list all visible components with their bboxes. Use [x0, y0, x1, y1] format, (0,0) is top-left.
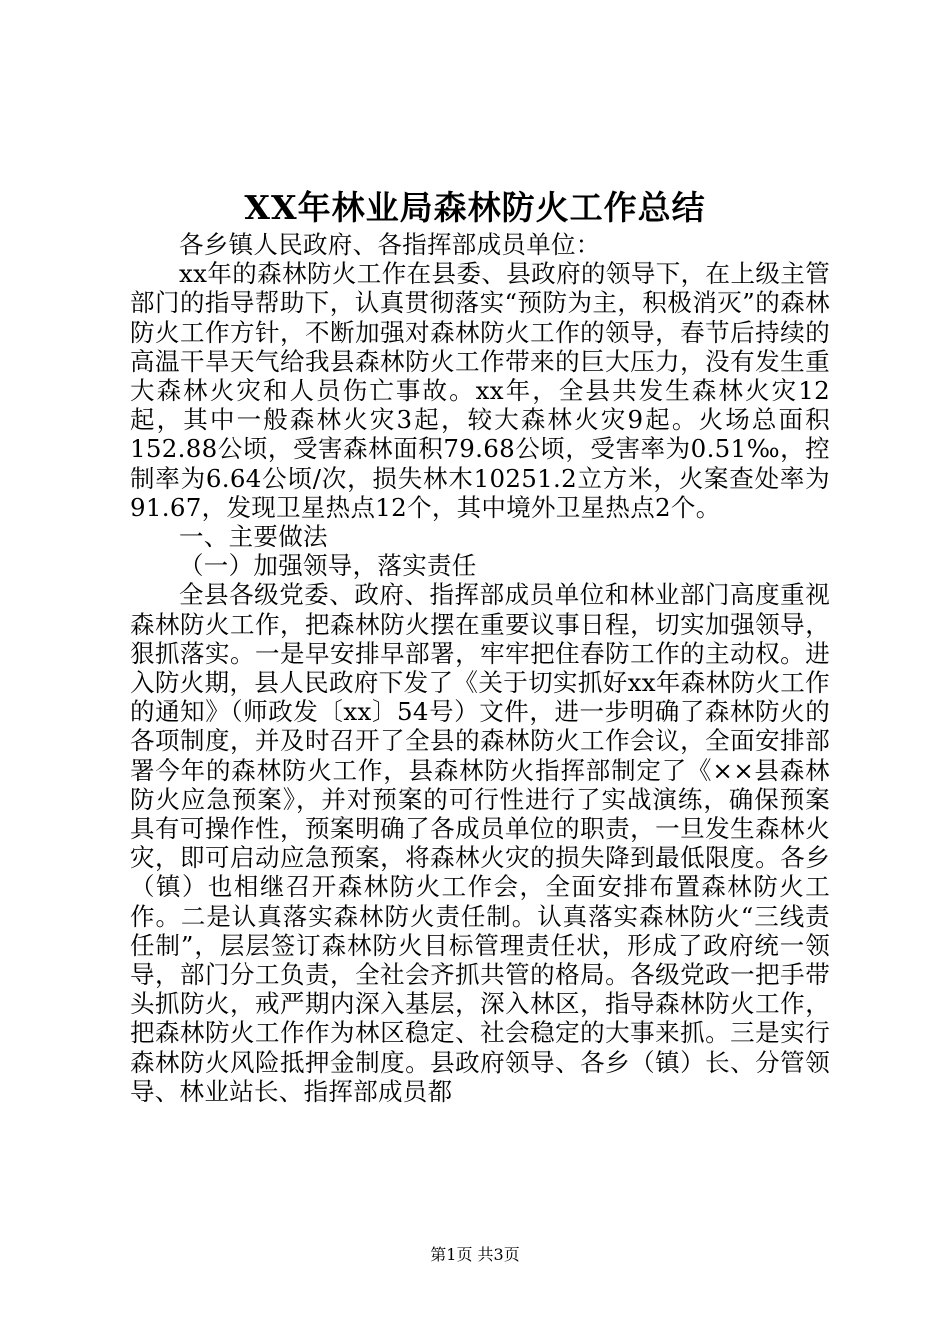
subsection-heading: （一）加强领导，落实责任 [179, 551, 477, 581]
page-number: 第1页 共3页 [430, 1245, 520, 1264]
section-heading: 一、主要做法 [179, 522, 328, 552]
salutation: 各乡镇人民政府、各指挥部成员单位： [179, 230, 601, 259]
document-body [130, 230, 830, 1106]
paragraph-overview: xx年的森林防火工作在县委、县政府的领导下，在上级主管部门的指导帮助下，认真贯彻落实“预防为主，积极消灭”的森林防火工作方针，不断加强对森林防火工作的领导，春节后持续的高温干旱天气给我县森林防火工作带来的巨大压力，没有发生重大森林火灾和人员伤亡事故。xx年，全县共发生森林火灾12起，其中一般森林火灾3起，较大森林火灾9起。火场总面积152.88公顷，受害森林面积79.68公顷，受害率为0.51‰，控制率为6.64公顷/次，损失林木10251.2立方米，火案查处率为91.67，发现卫星热点12个，其中境外卫星热点2个。 [130, 259, 830, 522]
paragraph-leadership: 全县各级党委、政府、指挥部成员单位和林业部门高度重视森林防火工作，把森林防火摆在重要议事日程，切实加强领导，狠抓落实。一是早安排早部署，牢牢把住春防工作的主动权。进入防火期，县人民政府下发了《关于切实抓好xx年森林防火工作的通知》（师政发〔xx〕54号）文件，进一步明确了森林防火的各项制度，并及时召开了全县的森林防火工作会议，全面安排部署今年的森林防火工作，县森林防火指挥部制定了《××县森林防火应急预案》，并对预案的可行性进行了实战演练，确保预案具有可操作性，预案明确了各成员单位的职责，一旦发生森林火灾，即可启动应急预案，将森林火灾的损失降到最低限度。各乡（镇）也相继召开森林防火工作会，全面安排布置森林防火工作。二是认真落实森林防火责任制。认真落实森林防火“三线责任制”，层层签订森林防火目标管理责任状，形成了政府统一领导，部门分工负责，全社会齐抓共管的格局。各级党政一把手带头抓防火，戒严期内深入基层，深入林区，指导森林防火工作，把森林防火工作作为林区稳定、社会稳定的大事来抓。三是实行森林防火风险抵押金制度。县政府领导、各乡（镇）长、分管领导、林业站长、指挥部成员都 [130, 580, 830, 1106]
page-title: XX年林业局森林防火工作总结 [244, 188, 706, 227]
page-footer [0, 1244, 950, 1266]
